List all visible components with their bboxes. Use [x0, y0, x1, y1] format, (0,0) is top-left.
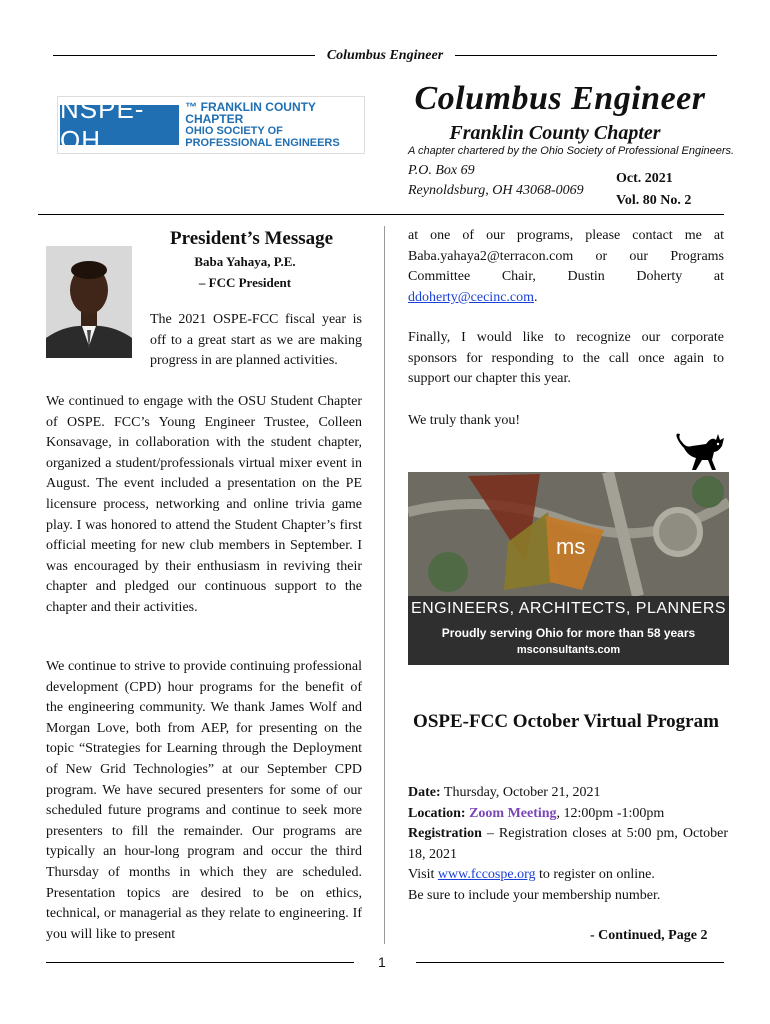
ms-consultants-ad	[408, 472, 729, 665]
masthead-divider	[38, 214, 724, 215]
visit-suffix: to register on online.	[535, 867, 655, 883]
mailing-address	[408, 161, 584, 201]
message-paragraph-6: We truly thank you!	[408, 413, 521, 428]
ad-website: msconsultants.com	[516, 644, 621, 656]
event-visit	[408, 865, 728, 886]
logo-line-2: OHIO SOCIETY OF	[185, 125, 283, 137]
logo-line-3: PROFESSIONAL ENGINEERS	[185, 137, 340, 149]
registration-value: – Registration closes at 5:00 pm, October 18, 2021	[408, 826, 728, 862]
running-header-text: Columbus Engineer	[326, 48, 444, 63]
address-line-1: P.O. Box 69	[408, 163, 475, 178]
event-registration	[408, 824, 728, 865]
ad-subline: Proudly serving Ohio for more than 58 years	[441, 626, 696, 640]
date-label: Date:	[408, 785, 441, 800]
logo-line-1: ™ FRANKLIN COUNTY CHAPTER	[185, 100, 316, 126]
event-location	[408, 804, 728, 825]
column-divider	[384, 226, 385, 944]
president-photo	[46, 246, 132, 358]
date-value: Thursday, October 21, 2021	[443, 785, 601, 800]
logo-text	[185, 101, 364, 149]
message-paragraph-2: We continued to engage with the OSU Student Chapter of OSPE. FCC’s Young Engineer Trustee, Colleen Konsavage, in collaboration with the student chapter, organized a student/professionals virtual mixer event in August. The event included a presentation on the PE licensure process, networking and online trivia game play. I was honored to attend the Student Chapter’s first official meeting for new club members in September. I was encouraged by their enthusiasm in reviving their chapter and pledged our continuous support to the chapter and their activities.	[46, 394, 362, 615]
registration-label: Registration	[408, 826, 482, 842]
running-header	[0, 48, 770, 64]
message-paragraph-5: Finally, I would like to recognize our corporate sponsors for responding to the call once again to support our chapter this year.	[408, 330, 724, 387]
header-rule-left	[53, 55, 315, 56]
zoom-meeting-link[interactable]: Zoom Meeting	[469, 805, 557, 821]
president-role: – FCC President	[198, 275, 292, 290]
event-title: OSPE-FCC October Virtual Program	[413, 711, 719, 732]
event-details	[408, 783, 728, 907]
event-date	[408, 783, 728, 804]
message-paragraph-1: The 2021 OSPE-FCC fiscal year is off to a great start as we are making progress in are planned activities.	[150, 312, 362, 369]
footer-rule-right	[416, 962, 724, 963]
ms-logo-text: ms	[556, 534, 586, 559]
footer-rule-left	[46, 962, 354, 963]
membership-note: Be sure to include your membership number.	[408, 887, 661, 903]
issue-date: Oct. 2021	[616, 171, 673, 186]
message-paragraph-3: We continue to strive to provide continuing professional development (CPD) hour programs for the benefit of the engineering community. We thank James Wolf and Morgan Love, both from AEP, for presenting on the topic “Strategies for Learning through the Deployment of New Grid Technologies” at our September CPD program. We have secured presenters for some of our scheduled future programs and continue to seek more presenters to fill the remainder. Our programs are typically an hour-long program and occur the third Thursday of months in which they are scheduled. Presentation topics are desired to be on ethics, technical, or managerial as they relate to engineering. If you will like to present	[46, 659, 362, 942]
masthead-charter: A chapter chartered by the Ohio Society of Professional Engineers.	[408, 145, 735, 157]
issue-volume: Vol. 80 No. 2	[616, 193, 692, 208]
address-line-2: Reynoldsburg, OH 43068-0069	[408, 183, 584, 198]
email-link-ddoherty[interactable]: ddoherty@cecinc.com	[408, 289, 535, 305]
masthead-subtitle: Franklin County Chapter	[449, 122, 661, 144]
presidents-message-title: President’s Message	[170, 228, 334, 249]
header-rule-right	[455, 55, 717, 56]
location-label: Location:	[408, 805, 466, 821]
location-time: , 12:00pm -1:00pm	[556, 805, 665, 821]
message-paragraph-4	[408, 226, 724, 308]
president-name: Baba Yahaya, P.E.	[194, 254, 296, 269]
masthead-title: Columbus Engineer	[414, 80, 706, 117]
page-number: 1	[378, 954, 386, 970]
paragraph-4-text: at one of our programs, please contact me at Baba.yahaya2@terracon.com or our Programs Committee Chair, Dustin Doherty at	[408, 228, 724, 285]
paragraph-4-end: .	[534, 289, 538, 305]
logo-mark: NSPE-OH	[60, 105, 179, 145]
issue-info	[616, 168, 691, 212]
continued-note: - Continued, Page 2	[590, 928, 708, 943]
visit-prefix: Visit	[408, 867, 438, 883]
ad-tagline: ENGINEERS, ARCHITECTS, PLANNERS	[410, 600, 727, 617]
president-byline	[150, 251, 340, 293]
fccospe-website-link[interactable]: www.fccospe.org	[437, 867, 536, 883]
nspe-oh-logo	[57, 96, 365, 154]
